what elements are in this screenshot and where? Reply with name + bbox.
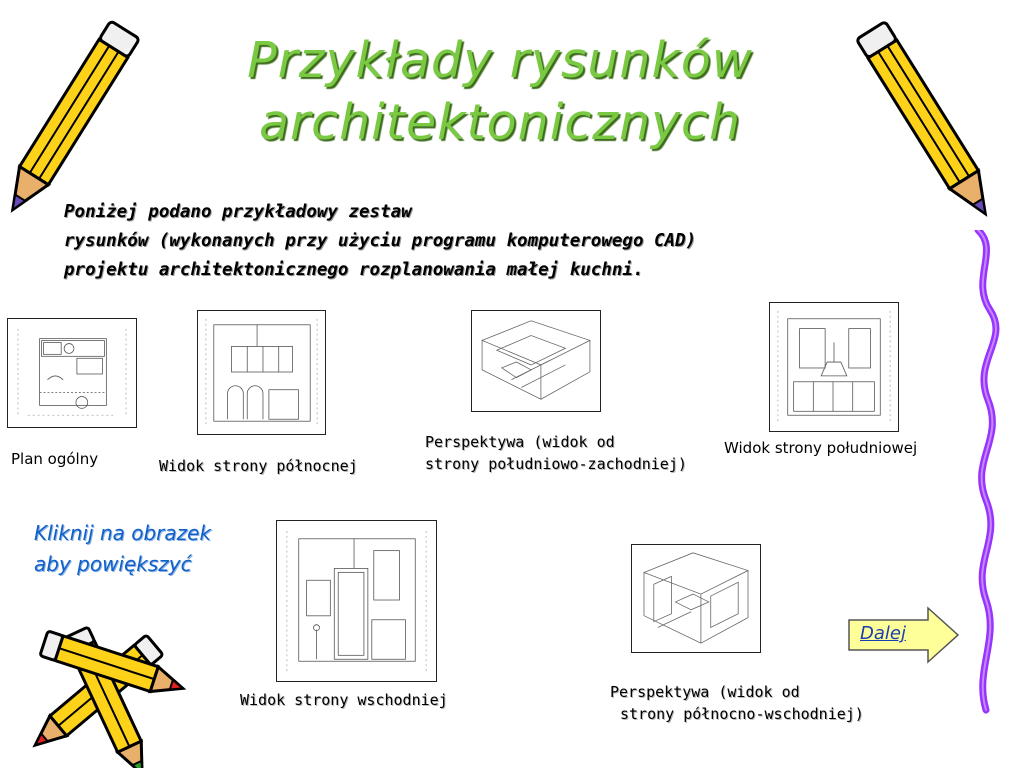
thumbnail-north-view[interactable]: [197, 310, 326, 435]
thumbnail-general-plan[interactable]: [7, 318, 137, 428]
thumbnail-perspective-sw[interactable]: [471, 310, 601, 412]
thumbnail-perspective-ne[interactable]: [631, 544, 761, 653]
title-line-1: Przykłady rysunków: [247, 32, 753, 89]
title-line-2: architektonicznych: [258, 94, 742, 151]
intro-text: [64, 198, 904, 285]
floor-plan-drawing: [8, 319, 136, 427]
caption-east-view: Widok strony wschodniej: [240, 691, 448, 709]
perspective-drawing-sw: [472, 311, 600, 411]
caption-perspective-sw: [425, 431, 687, 475]
next-button-label: Dalej: [860, 623, 906, 644]
caption-perspective-ne-line-2: strony północno-wschodniej): [620, 705, 864, 723]
perspective-drawing-ne: [632, 545, 760, 652]
click-hint-line-1: Kliknij na obrazek: [34, 521, 212, 545]
east-elevation-drawing: [277, 521, 436, 681]
caption-general-plan: Plan ogólny: [11, 450, 99, 468]
north-elevation-drawing: [198, 311, 325, 434]
caption-perspective-sw-line-2: strony południowo-zachodniej): [425, 455, 687, 473]
pencil-icon-bottom-left: [0, 610, 215, 768]
intro-line-3: projektu architektonicznego rozplanowania małej kuchni.: [64, 260, 644, 280]
thumbnail-east-view[interactable]: [276, 520, 437, 682]
squiggle-decoration: [960, 230, 1024, 730]
click-hint-line-2: aby powiększyć: [34, 552, 192, 576]
caption-perspective-ne-line-1: Perspektywa (widok od: [610, 683, 800, 701]
next-button[interactable]: [848, 606, 960, 664]
click-hint: [34, 518, 264, 580]
caption-south-view: Widok strony południowej: [724, 439, 918, 457]
caption-north-view: Widok strony północnej: [159, 457, 358, 475]
slide-title: [150, 30, 850, 154]
thumbnail-south-view[interactable]: [769, 302, 899, 432]
intro-line-1: Poniżej podano przykładowy zestaw: [64, 202, 412, 222]
intro-line-2: rysunków (wykonanych przy użyciu programu komputerowego CAD): [64, 231, 697, 251]
caption-perspective-sw-line-1: Perspektywa (widok od: [425, 433, 615, 451]
south-elevation-drawing: [770, 303, 898, 431]
caption-perspective-ne: [610, 681, 864, 725]
